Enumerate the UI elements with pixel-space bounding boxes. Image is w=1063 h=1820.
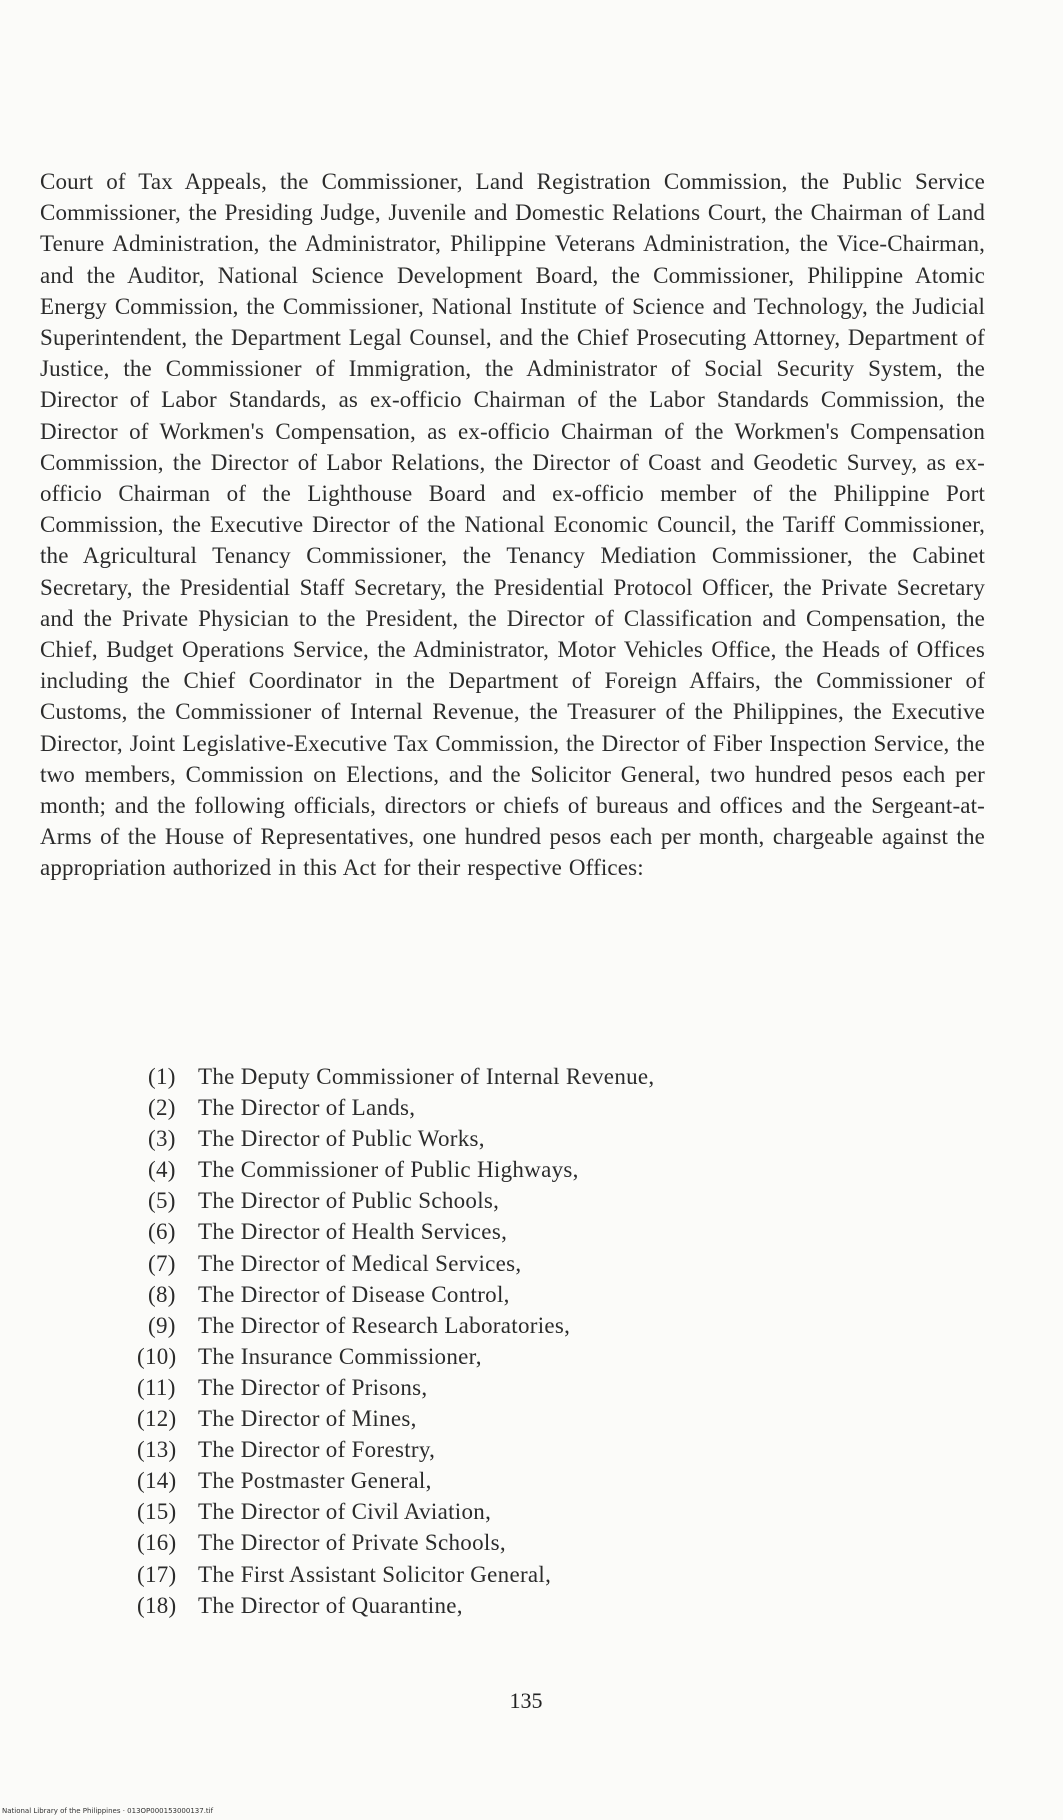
list-item-text: The First Assistant Solicitor General, bbox=[198, 1561, 552, 1587]
officials-list bbox=[137, 1061, 897, 1621]
list-item-number: (4) bbox=[148, 1157, 176, 1183]
list-item-number: (17) bbox=[137, 1561, 177, 1587]
list-item-number: (13) bbox=[137, 1437, 177, 1463]
scan-footer: National Library of the Philippines · 013OP000153000137.tif bbox=[2, 1807, 214, 1815]
list-item-number: (10) bbox=[137, 1343, 177, 1369]
list-item bbox=[137, 1341, 897, 1372]
list-item-text: The Deputy Commissioner of Internal Revenue, bbox=[198, 1064, 655, 1089]
list-item-number: (5) bbox=[148, 1188, 176, 1214]
list-item-number: (11) bbox=[137, 1374, 176, 1400]
list-item-text: The Postmaster General, bbox=[198, 1468, 432, 1494]
list-item bbox=[137, 1248, 897, 1279]
list-item-text: The Director of Public Schools, bbox=[198, 1188, 500, 1214]
list-item bbox=[137, 1154, 897, 1185]
list-item-number: (3) bbox=[148, 1126, 176, 1152]
list-item-text: The Director of Civil Aviation, bbox=[198, 1499, 492, 1525]
list-item bbox=[137, 1123, 897, 1154]
list-item-text: The Director of Medical Services, bbox=[198, 1250, 522, 1276]
list-item-text: The Director of Prisons, bbox=[198, 1374, 428, 1400]
list-item bbox=[137, 1372, 897, 1403]
list-item-text: The Director of Private Schools, bbox=[198, 1530, 506, 1556]
list-item-text: The Director of Disease Control, bbox=[198, 1281, 510, 1307]
list-item-number: (8) bbox=[148, 1281, 176, 1307]
list-item bbox=[137, 1092, 897, 1123]
list-item-number: (1) bbox=[148, 1064, 176, 1089]
list-item-text: The Director of Lands, bbox=[198, 1095, 416, 1121]
list-item-text: The Director of Quarantine, bbox=[198, 1592, 463, 1618]
list-item bbox=[137, 1310, 897, 1341]
list-item-text: The Director of Mines, bbox=[198, 1406, 417, 1432]
list-item-number: (7) bbox=[148, 1250, 176, 1276]
list-item-text: The Commissioner of Public Highways, bbox=[198, 1157, 579, 1183]
list-item-number: (18) bbox=[137, 1592, 177, 1618]
list-item-text: The Director of Public Works, bbox=[198, 1126, 485, 1152]
list-item bbox=[137, 1061, 897, 1092]
list-item bbox=[137, 1185, 897, 1216]
list-item bbox=[137, 1465, 897, 1496]
page-number: 135 bbox=[509, 1688, 543, 1713]
body-paragraph: Court of Tax Appeals, the Commissioner, Land Registration Commission, the Public Service Commissioner, the Presiding Judge, Juvenile and Domestic Relations Court, the Chairman of Land Tenure Administration, the Administrator, Philippine Veterans Administration, the Vice-Chairman, and the Auditor, National Science Development Board, the Commissioner, Philippine Atomic Energy Commission, the Commissioner, National Institute of Science and Technology, the Judicial Superintendent, the Department Legal Counsel, and the Chief Prosecuting Attorney, Department of Justice, the Commissioner of Immigration, the Administrator of Social Security System, the Director of Labor Standards, as ex-officio Chairman of the Labor Standards Commission, the Director of Workmen's Compensation, as ex-officio Chairman of the Workmen's Compensation Commission, the Director of Labor Relations, the Director of Coast and Geodetic Survey, as ex-officio Chairman of the Lighthouse Board and ex-officio member of the Philippine Port Commission, the Executive Director of the National Economic Council, the Tariff Commissioner, the Agricultural Tenancy Commissioner, the Tenancy Mediation Commissioner, the Cabinet Secretary, the Presidential Staff Secretary, the Presidential Protocol Officer, the Private Secretary and the Private Physician to the President, the Director of Classification and Compensation, the Chief, Budget Operations Service, the Administrator, Motor Vehicles Office, the Heads of Offices including the Chief Coordinator in the Department of Foreign Affairs, the Commissioner of Customs, the Commissioner of Internal Revenue, the Treasurer of the Philippines, the Executive Director, Joint Legislative-Executive Tax Commission, the Director of Fiber Inspection Service, the two members, Commission on Elections, and the Solicitor General, two hundred pesos each per month; and the following officials, directors or chiefs of bureaus and offices and the Sergeant-at-Arms of the House of Representatives, one hundred pesos each per month, chargeable against the appropriation authorized in this Act for their respective Offices: bbox=[40, 169, 985, 881]
list-item-text: The Director of Forestry, bbox=[198, 1437, 436, 1463]
list-item bbox=[137, 1527, 897, 1558]
list-item-number: (16) bbox=[137, 1530, 177, 1556]
list-item bbox=[137, 1496, 897, 1527]
list-item-number: (15) bbox=[137, 1499, 177, 1525]
list-item-text: The Director of Health Services, bbox=[198, 1219, 508, 1245]
list-item-number: (6) bbox=[148, 1219, 176, 1245]
list-item-number: (14) bbox=[137, 1468, 177, 1494]
list-item-text: The Insurance Commissioner, bbox=[198, 1343, 482, 1369]
list-item bbox=[137, 1590, 897, 1621]
list-item-text: The Director of Research Laboratories, bbox=[198, 1312, 571, 1338]
list-item bbox=[137, 1279, 897, 1310]
list-item-number: (2) bbox=[148, 1095, 176, 1121]
list-item-number: (12) bbox=[137, 1406, 177, 1432]
list-item bbox=[137, 1403, 897, 1434]
list-item bbox=[137, 1559, 897, 1590]
list-item bbox=[137, 1216, 897, 1247]
list-item-number: (9) bbox=[148, 1312, 176, 1338]
list-item bbox=[137, 1434, 897, 1465]
